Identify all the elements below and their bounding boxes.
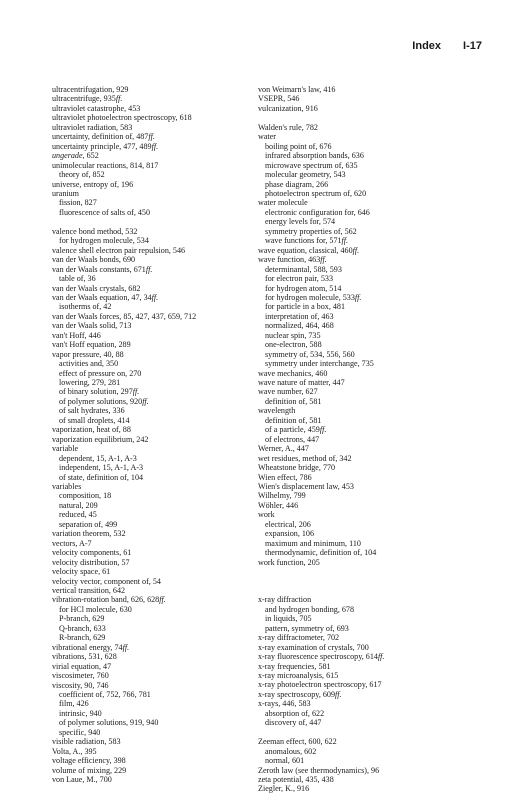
index-entry: vaporization equilibrium, 242	[52, 434, 149, 444]
index-subentry: of small droplets, 414	[59, 415, 130, 425]
index-subentry: expansion, 106	[265, 529, 315, 539]
index-subentry: reduced, 45	[59, 510, 97, 520]
index-entry: wave number, 627	[258, 387, 318, 397]
index-entry: work function, 205	[258, 557, 320, 567]
index-subentry: of electrons, 447	[265, 434, 320, 444]
index-entry: x-ray microanalysis, 615	[258, 671, 339, 681]
index-subentry: absorption of, 622	[265, 708, 325, 718]
section-gap	[258, 567, 488, 576]
index-subentry: table of, 36	[59, 274, 96, 284]
index-entry: wave mechanics, 460	[258, 368, 328, 378]
index-entry: x-ray fluorescence spectroscopy, 614ff.	[258, 652, 385, 662]
index-subentry: symmetry properties of, 562	[265, 226, 357, 236]
index-subentry: determinantal, 588, 593	[265, 264, 342, 274]
index-entry: Zeeman effect, 600, 622	[258, 737, 337, 747]
index-subentry: of binary solution, 297ff.	[59, 387, 140, 397]
index-entry: vapor pressure, 40, 88	[52, 349, 124, 359]
index-entry: x-ray frequencies, 581	[258, 661, 331, 671]
index-subentry: fluorescence of salts of, 450	[59, 207, 151, 217]
index-subentry: composition, 18	[59, 491, 112, 501]
index-subentry: theory of, 852	[59, 170, 105, 180]
index-subentry: for hydrogen molecule, 533ff.	[265, 292, 362, 302]
index-subentry: of polymer solutions, 920ff.	[59, 396, 149, 406]
index-subentry: in liquids, 705	[265, 614, 312, 624]
index-entry: von Weimarn's law, 416	[258, 85, 336, 94]
index-entry: x-ray examination of crystals, 700	[258, 642, 369, 652]
index-subentry: thermodynamic, definition of, 104	[265, 548, 377, 558]
section-gap	[258, 586, 488, 595]
index-entry: ultraviolet catastrophe, 453	[52, 103, 141, 113]
index-entry: Wilhelmy, 799	[258, 491, 306, 501]
index-subentry: one-electron, 588	[265, 340, 322, 350]
index-entry: virial equation, 47	[52, 661, 112, 671]
index-subentry: microwave spectrum of, 635	[265, 160, 358, 170]
index-entry: wet residues, method of, 342	[258, 453, 352, 463]
index-subentry: Q-branch, 633	[59, 623, 106, 633]
index-subentry: film, 426	[59, 699, 89, 709]
index-entry: Wien's displacement law, 453	[258, 482, 354, 492]
index-entry: wave function, 463ff.	[258, 255, 327, 265]
index-entry: velocity distribution, 57	[52, 557, 130, 567]
index-subentry: of polymer solutions, 919, 940	[59, 718, 159, 728]
index-entry: ultraviolet radiation, 583	[52, 122, 133, 132]
section-gap	[258, 577, 488, 586]
index-subentry: anomalous, 602	[265, 746, 317, 756]
index-column-left	[52, 85, 252, 785]
index-entry: vulcanization, 916	[258, 103, 318, 113]
index-subentry: discovery of, 447	[265, 718, 322, 728]
index-entry: Ziegler, K., 916	[258, 784, 310, 794]
page-number: I-17	[463, 40, 482, 52]
index-subentry: interpretation of, 463	[265, 311, 334, 321]
index-entry: van't Hoff equation, 289	[52, 340, 131, 350]
index-subentry: definition of, 581	[265, 415, 322, 425]
index-entry: unimolecular reactions, 814, 817	[52, 160, 159, 170]
index-entry: velocity components, 61	[52, 548, 132, 558]
index-entry: uranium	[52, 188, 79, 198]
index-entry: van der Waals bonds, 690	[52, 255, 136, 265]
index-subentry: definition of, 581	[265, 396, 322, 406]
index-column-right	[258, 85, 488, 794]
index-subentry: R-branch, 629	[59, 633, 106, 643]
index-entry: water molecule	[258, 198, 308, 208]
index-entry: valence bond method, 532	[52, 226, 138, 236]
index-subentry: natural, 209	[59, 500, 98, 510]
index-entry: wave equation, classical, 460ff.	[258, 245, 360, 255]
index-entry: variation theorem, 532	[52, 529, 126, 539]
section-title: Index	[412, 40, 442, 52]
index-entry: zeta potential, 435, 438	[258, 775, 334, 784]
index-entry: visible radiation, 583	[52, 737, 121, 747]
index-entry: Volta, A., 395	[52, 746, 97, 756]
index-entry: van der Waals constants, 671ff.	[52, 264, 153, 274]
index-subentry: of state, definition of, 104	[59, 472, 144, 482]
index-entry: von Laue, M., 700	[52, 775, 112, 785]
index-subentry: for electron pair, 533	[265, 274, 333, 284]
index-entry: Wöhler, 446	[258, 500, 299, 510]
index-entry: van der Waals forces, 85, 427, 437, 659, 712	[52, 311, 197, 321]
index-subentry: isotherms of, 42	[59, 302, 112, 312]
index-entry: van't Hoff, 446	[52, 330, 101, 340]
index-entry: vertical transition, 642	[52, 586, 126, 595]
index-subentry: effect of pressure on, 270	[59, 368, 142, 378]
index-subentry: activities and, 350	[59, 359, 119, 369]
index-subentry: pattern, symmetry of, 693	[265, 623, 349, 633]
index-entry: x-rays, 446, 583	[258, 699, 311, 709]
index-subentry: infrared absorption bands, 636	[265, 151, 364, 161]
index-subentry: for hydrogen molecule, 534	[59, 236, 149, 246]
index-subentry: and hydrogen bonding, 678	[265, 604, 355, 614]
index-entry: x-ray diffraction	[258, 595, 312, 605]
index-entry: x-ray photoelectron spectroscopy, 617	[258, 680, 382, 690]
index-subentry: coefficient of, 752, 766, 781	[59, 689, 151, 699]
index-entry: wavelength	[258, 406, 296, 416]
index-entry: valence shell electron pair repulsion, 546	[52, 245, 186, 255]
index-entry: wave nature of matter, 447	[258, 378, 345, 388]
index-entry: work	[258, 510, 275, 520]
section-gap	[258, 728, 488, 737]
index-entry: uncertainty principle, 477, 489ff.	[52, 141, 159, 151]
index-entry: vibrational energy, 74ff.	[52, 642, 130, 652]
index-entry: ultraviolet photoelectron spectroscopy, 618	[52, 113, 192, 123]
index-subentry: phase diagram, 266	[265, 179, 329, 189]
index-entry: Wheatstone bridge, 770	[258, 463, 336, 473]
index-subentry: of a particle, 459ff.	[265, 425, 327, 435]
index-subentry: for particle in a box, 481	[265, 302, 346, 312]
index-entry: ungerade, 652	[52, 151, 99, 161]
index-subentry: of salt hydrates, 336	[59, 406, 125, 416]
index-entry: x-ray spectroscopy, 609ff.	[258, 689, 342, 699]
index-entry: vectors, A-7	[52, 538, 92, 548]
index-subentry: molecular geometry, 543	[265, 170, 346, 180]
index-subentry: P-branch, 629	[59, 614, 105, 624]
index-entry: Werner, A., 447	[258, 444, 309, 454]
index-subentry: intrinsic, 940	[59, 708, 102, 718]
index-entry: vibration-rotation band, 626, 628ff.	[52, 595, 166, 605]
index-subentry: symmetry of, 534, 556, 560	[265, 349, 355, 359]
index-entry: ultracentrifugation, 929	[52, 85, 129, 94]
section-gap	[52, 217, 252, 226]
index-entry: viscosimeter, 760	[52, 671, 109, 681]
index-subentry: specific, 940	[59, 727, 101, 737]
index-subentry: boiling point of, 676	[265, 141, 332, 151]
index-entry: variables	[52, 482, 82, 492]
index-subentry: normalized, 464, 468	[265, 321, 334, 331]
index-subentry: wave functions for, 571ff.	[265, 236, 349, 246]
index-subentry: normal, 601	[265, 756, 305, 766]
index-entry: water	[258, 132, 276, 142]
page-header	[412, 40, 482, 52]
index-entry: universe, entropy of, 196	[52, 179, 134, 189]
index-subentry: fission, 827	[59, 198, 97, 208]
index-subentry: dependent, 15, A-1, A-3	[59, 453, 137, 463]
index-entry: volume of mixing, 229	[52, 765, 127, 775]
index-entry: Walden's rule, 782	[258, 122, 318, 132]
index-subentry: nuclear spin, 735	[265, 330, 321, 340]
index-entry: van der Waals solid, 713	[52, 321, 132, 331]
index-entry: vaporization, heat of, 88	[52, 425, 131, 435]
index-entry: Wien effect, 786	[258, 472, 312, 482]
index-entry: velocity vector, component of, 54	[52, 576, 161, 586]
index-subentry: separation of, 499	[59, 519, 118, 529]
index-subentry: symmetry under interchange, 735	[265, 359, 374, 369]
index-subentry: independent, 15, A-1, A-3	[59, 463, 144, 473]
index-entry: uncertainty, definition of, 487ff.	[52, 132, 155, 142]
index-subentry: for HCl molecule, 630	[59, 604, 132, 614]
index-subentry: energy levels for, 574	[265, 217, 336, 227]
index-entry: ultracentrifuge, 935ff.	[52, 94, 123, 104]
index-entry: x-ray diffractometer, 702	[258, 633, 340, 643]
section-gap	[258, 113, 488, 122]
index-subentry: for hydrogen atom, 514	[265, 283, 342, 293]
index-entry: vibrations, 531, 628	[52, 652, 117, 662]
index-entry: viscosity, 90, 746	[52, 680, 109, 690]
index-entry: velocity space, 61	[52, 567, 111, 577]
index-subentry: maximum and minimum, 110	[265, 538, 361, 548]
index-subentry: electrical, 206	[265, 519, 311, 529]
index-entry: variable	[52, 444, 79, 454]
index-entry: VSEPR, 546	[258, 94, 300, 104]
index-entry: voltage efficiency, 398	[52, 756, 126, 766]
index-subentry: electronic configuration for, 646	[265, 207, 370, 217]
index-entry: van der Waals crystals, 682	[52, 283, 141, 293]
index-subentry: lowering, 279, 281	[59, 378, 121, 388]
index-subentry: photoelectron spectrum of, 620	[265, 188, 367, 198]
index-entry: van der Waals equation, 47, 34ff.	[52, 292, 159, 302]
index-entry: Zeroth law (see thermodynamics), 96	[258, 765, 380, 775]
